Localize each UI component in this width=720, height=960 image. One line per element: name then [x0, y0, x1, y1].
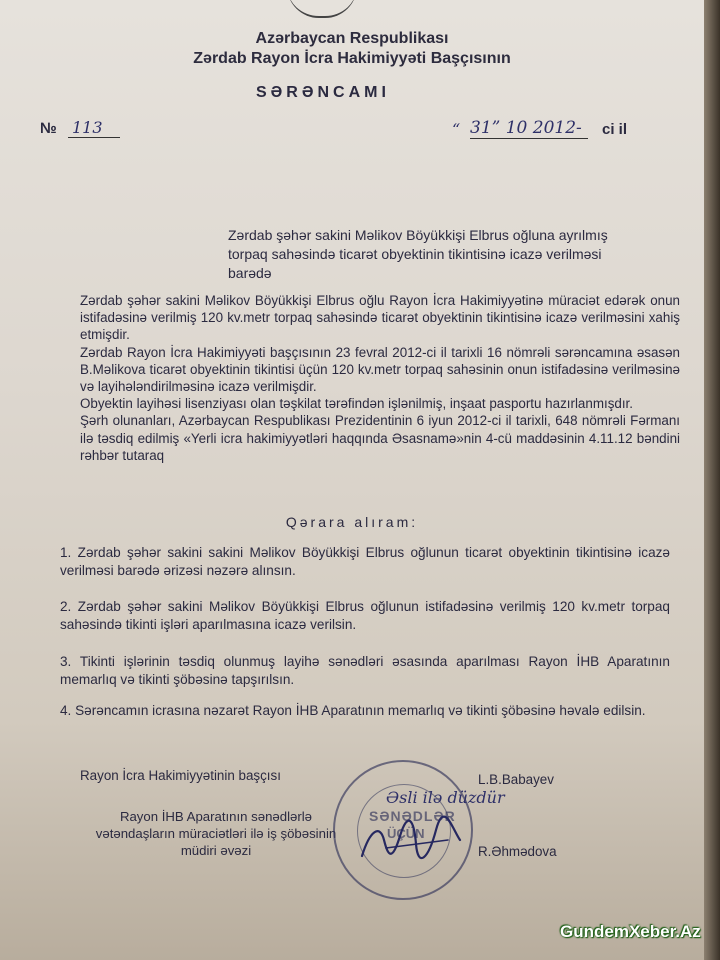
- handwritten-signature: [356, 810, 466, 870]
- state-emblem-icon: [287, 0, 357, 18]
- site-watermark: GundemXeber.Az: [560, 922, 701, 941]
- head-name: L.B.Babayev: [478, 772, 554, 787]
- body-paragraph: Şərh olunanları, Azərbaycan Respublikası Prezidentinin 6 iyun 2012-ci il tarixli, 648 nömrəli Fərmanı ilə təsdiq edilmiş «Yerli icra hakimiyyətləri haqqında Əsasnamə»nin 4-cü maddəsinin 4.11.12 bəndini rəhbər tutaraq: [80, 413, 680, 463]
- clerk-title: Rayon İHB Aparatının sənədlərlə vətəndaşların müraciətləri ilə iş şöbəsinin müdiri əvəzi: [95, 809, 337, 858]
- clerk-name: R.Əhmədova: [478, 844, 557, 859]
- head-title: Rayon İcra Hakimiyyətinin başçısı: [80, 768, 281, 783]
- copy-certification: Əsli ilə düzdür: [386, 788, 505, 807]
- subject-line: Zərdab şəhər sakini Məlikov Böyükkişi Elbrus oğluna ayrılmış torpaq sahəsində ticarət obyektinin tikintisinə icazə verilməsi barədə: [228, 227, 608, 281]
- document-title: SƏRƏNCAMI: [256, 84, 390, 101]
- body-paragraph: Zərdab Rayon İcra Hakimiyyəti başçısının 23 fevral 2012-ci il tarixli 16 nömrəli sərəncamına əsasən B.Məlikova ticarət obyektinin tikintisi üçün 120 kv.metr torpaq sahəsinin onun istifadəsinə verilməsinə və layihələndirilməsinə icazə verilmişdir.: [80, 344, 680, 395]
- date-day: 31: [470, 118, 492, 138]
- date-suffix: ci il: [602, 121, 628, 138]
- decree-item: 4. Sərəncamın icrasına nəzarət Rayon İHB Aparatının memarlıq və tikinti şöbəsinə həvalə edilsin.: [60, 703, 646, 718]
- document-number: 113: [68, 118, 120, 138]
- body-paragraph: Obyektin layihəsi lisenziyası olan təşkilat tərəfindən işlənilmiş, inşaat pasportu hazırlanmışdır.: [80, 396, 633, 412]
- page-edge-shadow: [704, 0, 720, 960]
- body-paragraph: Zərdab şəhər sakini Məlikov Böyükkişi Elbrus oğlu Rayon İcra Hakimiyyətinə müraciət edərək onun istifadəsinə verilmiş 120 kv.metr torpaq sahəsində ticarət obyektinin tikintisinə icazə verilməsini xahiş etmişdir.: [80, 293, 680, 343]
- republic-heading: Azərbaycan Respublikası: [255, 30, 449, 47]
- authority-heading: Zərdab Rayon İcra Hakimiyyəti Başçısının: [193, 50, 511, 67]
- stamp-text-line2: ÜÇÜN: [387, 826, 425, 841]
- document-date: [470, 118, 588, 139]
- decree-item: 1. Zərdab şəhər sakini sakini Məlikov Böyükkişi Elbrus oğlunun ticarət obyektinin tikintisinə icazə verilməsi barədə ərizəsi nəzərə alınsın.: [60, 545, 670, 579]
- date-open-quote: “: [452, 120, 461, 139]
- stamp-text-line1: SƏNƏDLƏR: [369, 808, 456, 824]
- document-body: [80, 292, 680, 464]
- decree-item: 2. Zərdab şəhər sakini Məlikov Böyükkişi Elbrus oğlunun istifadəsinə verilmiş 120 kv.metr torpaq sahəsində tikinti işləri aparılmasına icazə verilsin.: [60, 599, 670, 633]
- number-label: №: [40, 120, 57, 137]
- decree-heading: Qərara alıram:: [285, 514, 419, 530]
- date-rest: ” 10 2012-: [491, 118, 582, 138]
- decree-item: 3. Tikinti işlərinin təsdiq olunmuş layihə sənədləri əsasında aparılması Rayon İHB Aparatının memarlıq və tikinti şöbəsinə tapşırılsın.: [60, 654, 670, 688]
